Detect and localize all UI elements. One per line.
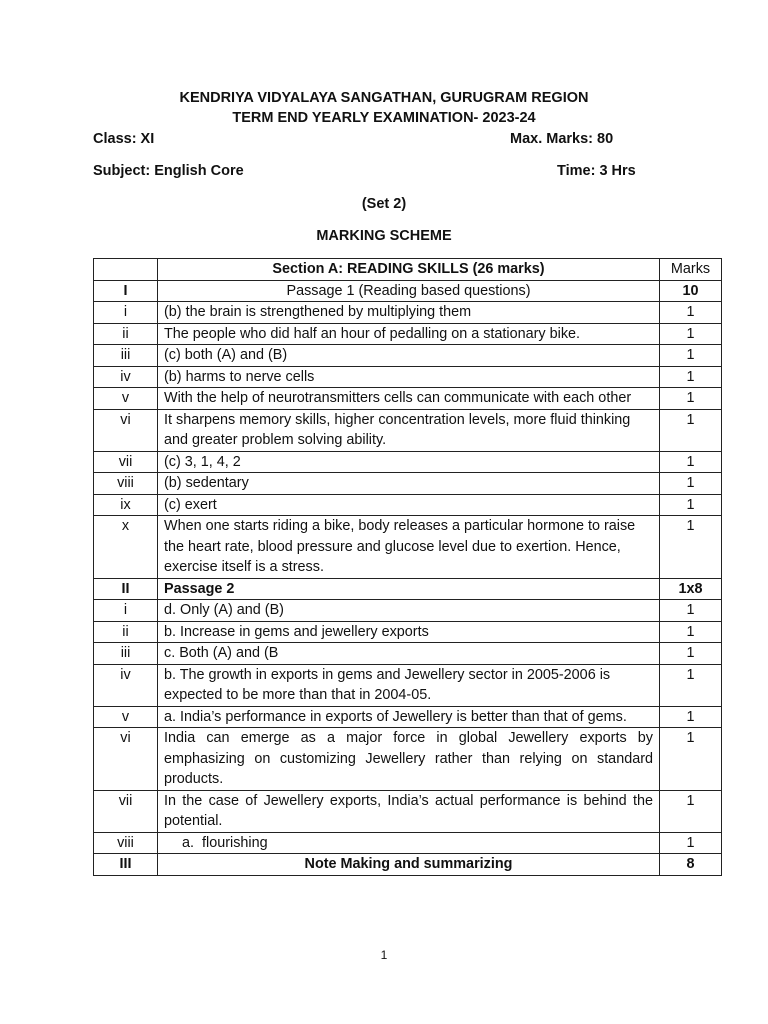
answer-text: c. Both (A) and (B — [158, 643, 660, 665]
table-row — [94, 280, 722, 302]
answer-text: (c) exert — [158, 494, 660, 516]
question-no: ix — [94, 494, 158, 516]
question-no: iii — [94, 643, 158, 665]
marks-value: 1 — [660, 643, 722, 665]
table-row — [94, 516, 722, 579]
marks-value: 1 — [660, 323, 722, 345]
time-label: Time: 3 Hrs — [557, 163, 636, 179]
question-no: x — [94, 516, 158, 579]
question-no: III — [94, 854, 158, 876]
table-row — [94, 728, 722, 791]
answer-text: The people who did half an hour of pedalling on a stationary bike. — [158, 323, 660, 345]
question-no: iii — [94, 345, 158, 367]
max-marks: Max. Marks: 80 — [510, 131, 614, 147]
marks-value: 1 — [660, 728, 722, 791]
marks-value: 1 — [660, 621, 722, 643]
table-row — [94, 664, 722, 706]
question-no: iv — [94, 366, 158, 388]
answer-text: Note Making and summarizing — [158, 854, 660, 876]
question-no: I — [94, 280, 158, 302]
table-row — [94, 473, 722, 495]
question-no: II — [94, 578, 158, 600]
question-no: i — [94, 302, 158, 324]
marks-value: 1 — [660, 516, 722, 579]
answer-text: (c) 3, 1, 4, 2 — [158, 451, 660, 473]
question-no: vii — [94, 790, 158, 832]
table-row — [94, 600, 722, 622]
answer-text: d. Only (A) and (B) — [158, 600, 660, 622]
answer-text: b. The growth in exports in gems and Jewellery sector in 2005-2006 is expected to be more than that in 2004-05. — [158, 664, 660, 706]
answer-text: (b) sedentary — [158, 473, 660, 495]
question-no: vi — [94, 728, 158, 791]
table-row — [94, 366, 722, 388]
marking-scheme-title: MARKING SCHEME — [316, 228, 452, 244]
table-row — [94, 409, 722, 451]
marks-value: 1 — [660, 664, 722, 706]
answer-text: It sharpens memory skills, higher concentration levels, more fluid thinking and greater problem solving ability. — [158, 409, 660, 451]
answer-text: (c) both (A) and (B) — [158, 345, 660, 367]
table-row — [94, 494, 722, 516]
table-row — [94, 832, 722, 854]
question-no: v — [94, 388, 158, 410]
table-row — [94, 578, 722, 600]
class-label: Class: XI — [93, 131, 155, 147]
section-title: Section A: READING SKILLS (26 marks) — [158, 259, 660, 281]
marks-value: 1 — [660, 345, 722, 367]
question-no: vii — [94, 451, 158, 473]
table-row — [94, 451, 722, 473]
table-row — [94, 790, 722, 832]
table-row — [94, 621, 722, 643]
answer-text: India can emerge as a major force in global Jewellery exports by emphasizing on customizing Jewellery rather than relying on standard products. — [158, 728, 660, 791]
question-no: ii — [94, 323, 158, 345]
question-no: ii — [94, 621, 158, 643]
marks-value: 1 — [660, 832, 722, 854]
marks-value: 1 — [660, 409, 722, 451]
marks-value: 1 — [660, 494, 722, 516]
marks-value: 1 — [660, 790, 722, 832]
marks-value: 1 — [660, 366, 722, 388]
question-no: viii — [94, 832, 158, 854]
marks-value: 1 — [660, 388, 722, 410]
marks-value: 10 — [660, 280, 722, 302]
exam-title: TERM END YEARLY EXAMINATION- 2023-24 — [232, 110, 536, 126]
subject-label: Subject: English Core — [93, 163, 244, 179]
table-row — [94, 302, 722, 324]
answer-text: a. India’s performance in exports of Jewellery is better than that of gems. — [158, 706, 660, 728]
org-title: KENDRIYA VIDYALAYA SANGATHAN, GURUGRAM REGION — [179, 90, 589, 106]
answer-text: b. Increase in gems and jewellery exports — [158, 621, 660, 643]
marks-header: Marks — [660, 259, 722, 281]
marks-value: 8 — [660, 854, 722, 876]
answer-text: (b) harms to nerve cells — [158, 366, 660, 388]
answer-text: In the case of Jewellery exports, India’s actual performance is behind the potential. — [158, 790, 660, 832]
answer-text: Passage 2 — [158, 578, 660, 600]
table-row — [94, 345, 722, 367]
table-row — [94, 388, 722, 410]
answer-text: a. flourishing — [158, 832, 660, 854]
answer-text: With the help of neurotransmitters cells can communicate with each other — [158, 388, 660, 410]
answer-text: (b) the brain is strengthened by multiplying them — [158, 302, 660, 324]
set-label: (Set 2) — [361, 196, 407, 212]
question-no: i — [94, 600, 158, 622]
question-no: vi — [94, 409, 158, 451]
page-number: 1 — [380, 948, 388, 962]
marks-value: 1 — [660, 302, 722, 324]
marks-value: 1 — [660, 600, 722, 622]
table-row — [94, 643, 722, 665]
marks-value: 1 — [660, 473, 722, 495]
table-row — [94, 706, 722, 728]
marks-value: 1 — [660, 706, 722, 728]
question-no: v — [94, 706, 158, 728]
answer-text: When one starts riding a bike, body releases a particular hormone to raise the heart rate, blood pressure and glucose level due to exertion. Hence, exercise itself is a stress. — [158, 516, 660, 579]
table-header-row — [94, 259, 722, 281]
table-row — [94, 323, 722, 345]
marking-scheme-table — [93, 258, 722, 876]
question-no: viii — [94, 473, 158, 495]
answer-text: Passage 1 (Reading based questions) — [158, 280, 660, 302]
marks-value: 1 — [660, 451, 722, 473]
marks-value: 1x8 — [660, 578, 722, 600]
table-row — [94, 854, 722, 876]
question-no: iv — [94, 664, 158, 706]
